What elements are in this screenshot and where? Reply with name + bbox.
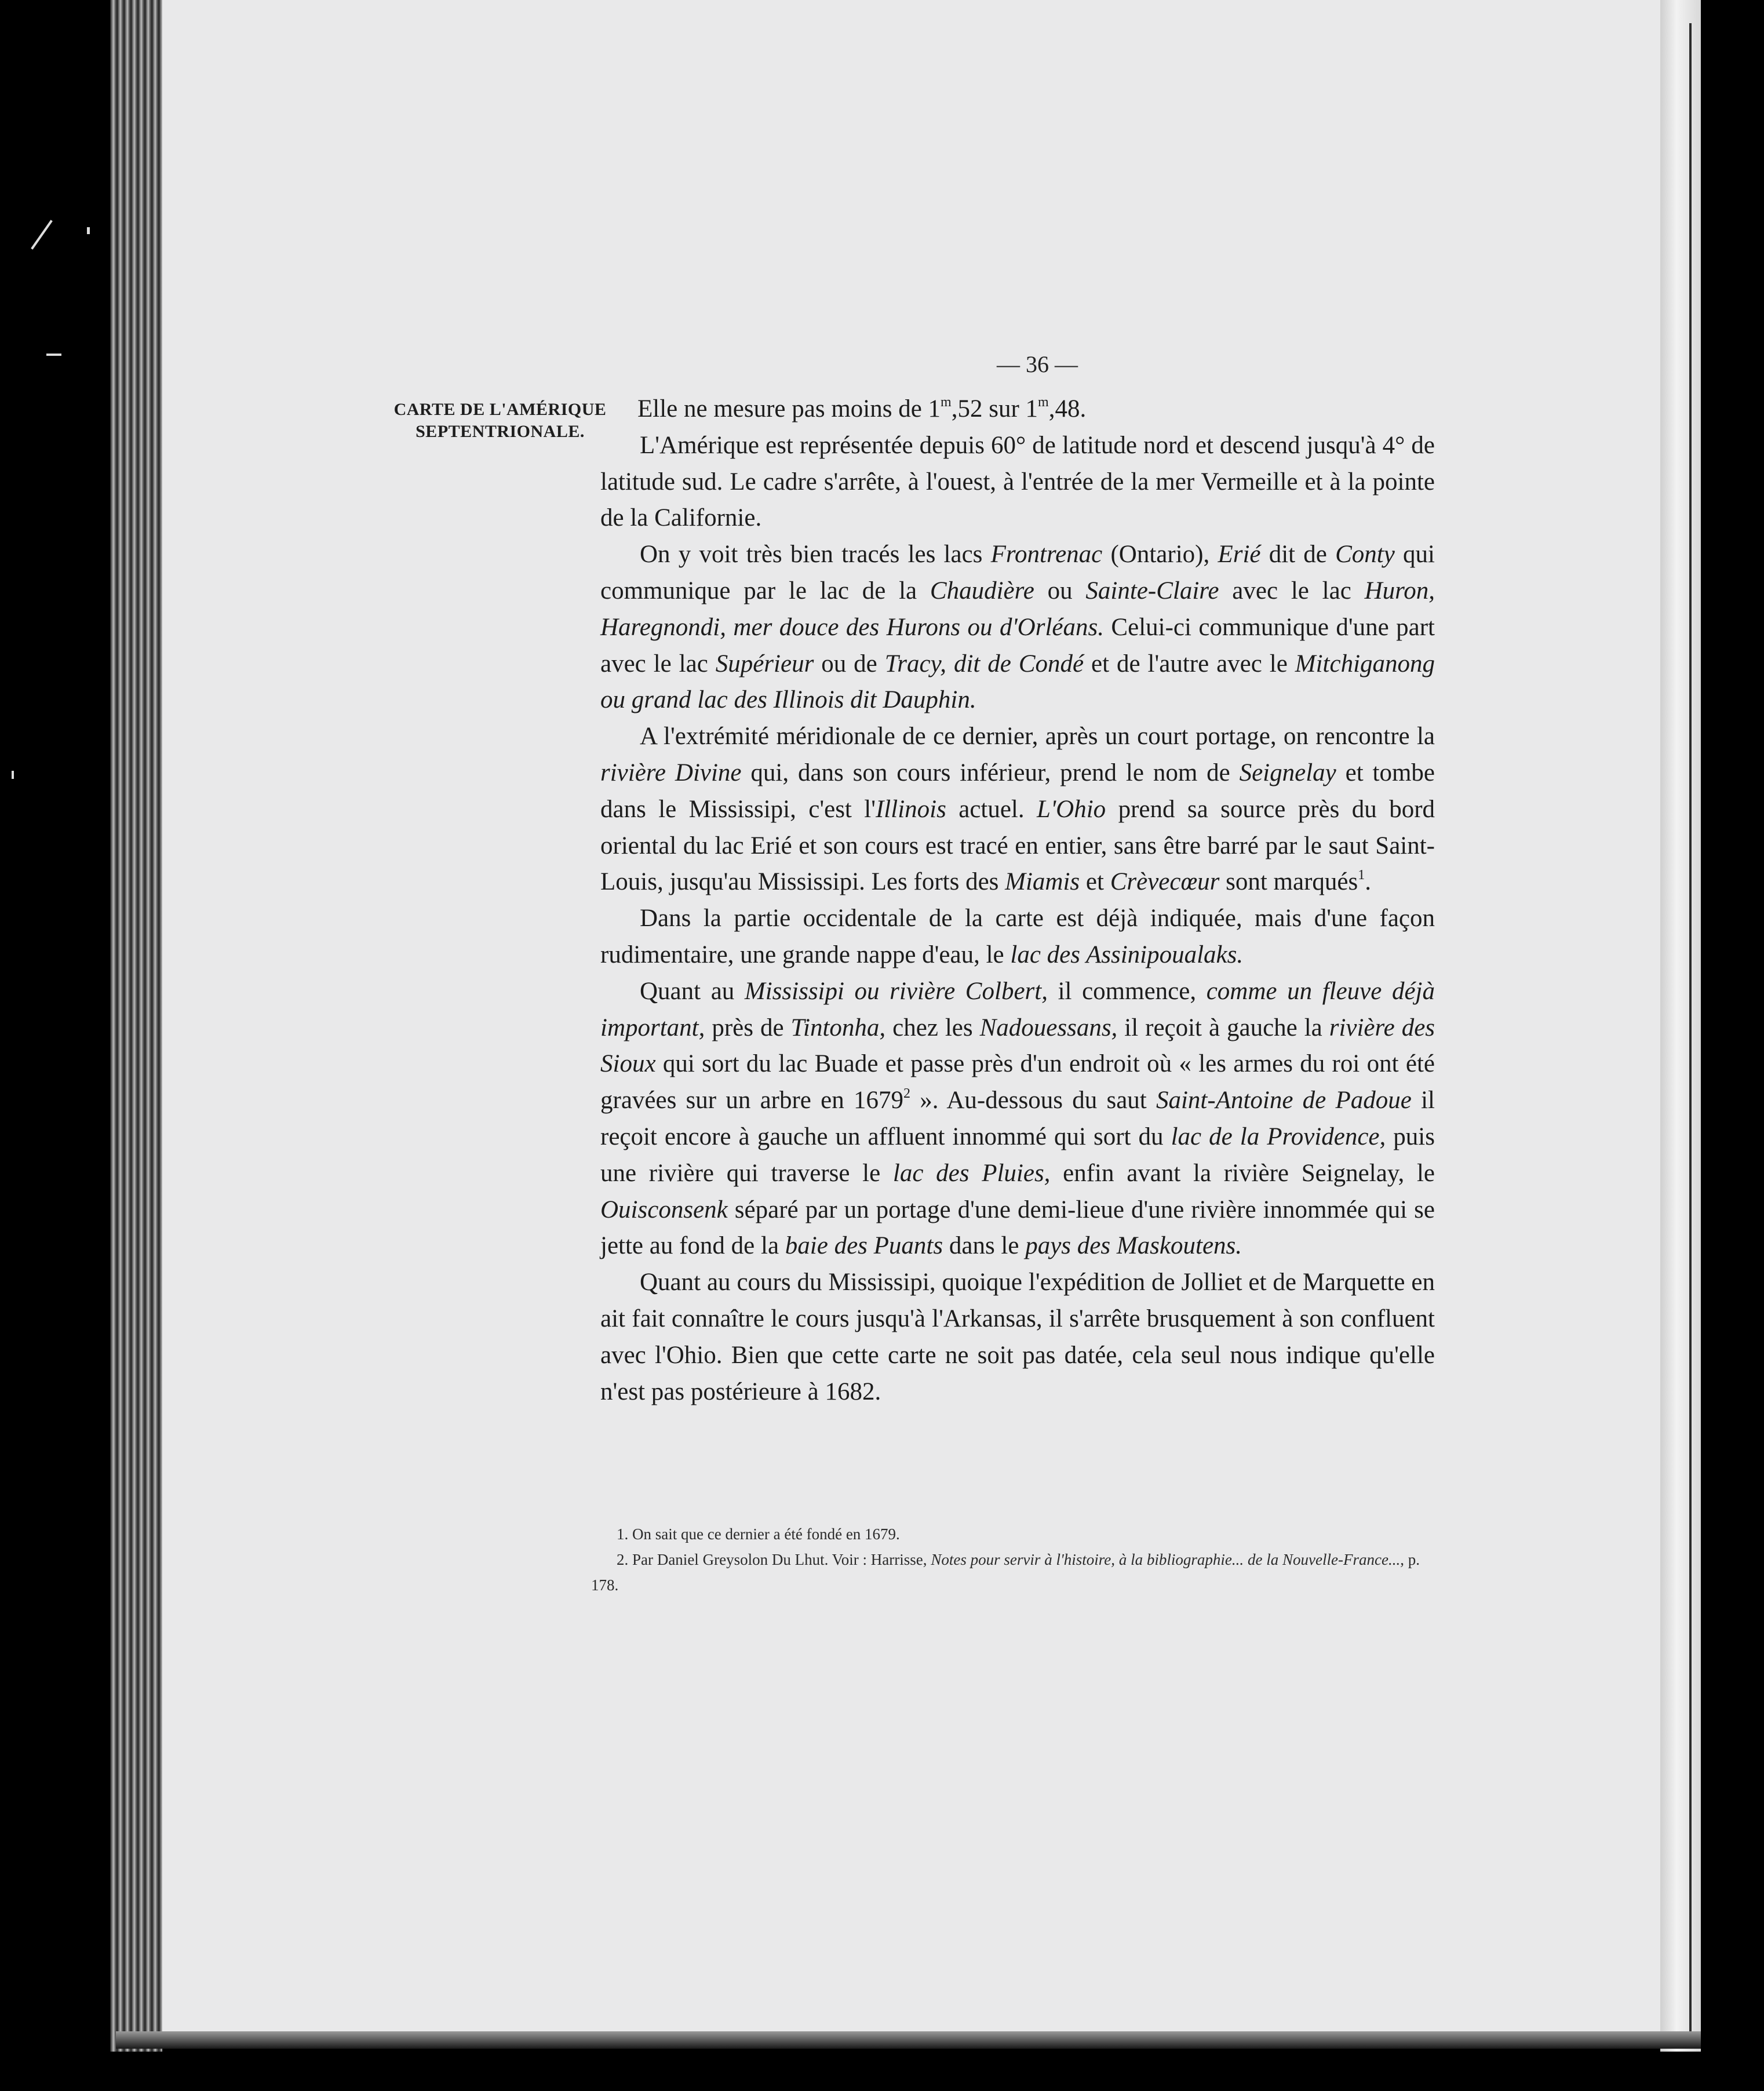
italic-text: Frontrenac [990,541,1103,569]
text-run: 2. Par Daniel Greysolon Du Lhut. Voir : Harrisse, [617,1551,931,1568]
paragraph [600,1265,1435,1410]
text-run: A l'extrémité méridionale de ce dernier, après un court portage, on rencontre la [640,723,1435,751]
text-run: et [1080,868,1110,896]
paragraph [600,537,1435,719]
text-run: il commence, [1047,977,1207,1005]
italic-text: Sainte-Claire [1085,577,1219,604]
italic-text: Seignelay [1239,759,1336,786]
page-edge-line [1689,23,1692,2034]
bottom-shadow [116,2031,1701,2049]
superscript: m [1038,395,1049,410]
italic-text: Chaudière [930,577,1034,604]
text-run: Elle ne mesure pas moins de 1 [637,395,941,422]
italic-text: Conty [1335,541,1395,569]
scan-speck [12,771,14,779]
text-run: près de [705,1014,791,1041]
italic-text: Miamis [1005,868,1080,896]
text-run: et tombe dans le Mississipi, c'est l' [600,759,1435,823]
page-edge [1660,0,1701,2052]
text-run: , p. 178. [591,1551,1420,1594]
paragraph [600,719,1435,901]
italic-text: Nadouessans, [979,1014,1118,1041]
text-run: Dans la partie occidentale de la carte est déjà indiquée, mais d'une façon rudimentaire, une grande nappe d'eau, le [600,905,1435,968]
italic-text: Tracy, dit de Condé [884,650,1084,677]
italic-text: lac de la Providence, [1171,1123,1386,1150]
italic-text: L'Ohio [1037,795,1106,823]
italic-text: comme un fleuve déjà important, [600,977,1435,1041]
text-run: séparé par un portage d'une demi-lieue d'une rivière innommée qui se jette au fond de la [600,1196,1435,1260]
text-run: sont marqués [1219,868,1358,896]
italic-text: Illinois [875,795,946,823]
text-run: il reçoit à gauche la [1117,1014,1329,1041]
italic-text: Ouisconsenk [600,1196,728,1223]
margin-heading-line-1: CARTE DE L'AMÉRIQUE [393,400,607,419]
text-run: On y voit très bien tracés les lacs [640,541,991,569]
text-run: Quant au [640,977,745,1005]
italic-text: Huron, Haregnondi, mer douce des Hurons ou d'Orléans. [600,577,1435,641]
text-run: Quant au cours du Mississipi, quoique l'expédition de Jolliet et de Marquette en ait fait connaître le cours jusqu'à l'Arkansas, il s'arrête brusquement à son confluent avec l'Ohio. Bien que cette carte ne soit pas datée, cela seul nous indique qu'elle n'est pas postérieure à 1682. [600,1269,1435,1405]
italic-text: pays des Maskoutens. [1025,1232,1242,1260]
text-run: 1. On sait que ce dernier a été fondé en 1679. [617,1525,900,1543]
italic-text: Mississipi ou rivière Colbert, [744,977,1048,1005]
superscript: 1 [1358,868,1365,883]
superscript: m [941,395,952,410]
text-run: L'Amérique est représentée depuis 60° de latitude nord et descend jusqu'à 4° de latitude sud. Le cadre s'arrête, à l'ouest, à l'entrée de la mer Vermeille et à la pointe de la Californie. [600,431,1435,532]
text-run: ,52 sur 1 [951,395,1038,422]
scan-speck [46,354,61,356]
margin-heading-line-2: SEPTENTRIONALE. [416,422,585,441]
footnote [591,1547,1420,1598]
text-run: dit de [1260,541,1336,569]
text-run: ,48. [1048,395,1087,422]
text-run: Celui-ci communique d'une part avec le lac [600,613,1435,677]
text-run: qui communique par le lac de la [600,541,1435,604]
text-run: qui sort du lac Buade et passe près d'un endroit où « les armes du roi ont été gravées sur un arbre en 1679 [600,1050,1435,1114]
paragraph [600,428,1435,537]
text-run: ou [1034,577,1086,604]
italic-text: lac des Assinipoualaks. [1010,941,1244,968]
text-run: enfin avant la rivière Seignelay, le [1050,1159,1435,1187]
italic-text: Saint-Antoine de Padoue [1156,1087,1412,1114]
italic-text: lac des Pluies, [892,1159,1051,1187]
page-number: — 36 — [997,351,1078,377]
italic-text: Mitchiganong ou grand lac des Illinois dit Dauphin. [600,650,1435,714]
italic-text: Supérieur [715,650,814,677]
text-run: ou de [814,650,885,677]
body-text [600,391,1435,1410]
paragraph [600,391,1435,428]
italic-text: rivière des Sioux [600,1014,1435,1078]
margin-heading [393,399,607,443]
scan-speck [87,227,90,234]
superscript: 2 [903,1086,910,1102]
text-run: avec le lac [1219,577,1365,604]
text-run: dans le [943,1232,1026,1260]
italic-text: baie des Puants [785,1232,943,1260]
italic-text: Erié [1218,541,1261,569]
text-run: ». Au-dessous du saut [910,1087,1156,1114]
footnote [591,1521,1420,1547]
book-binding [110,0,162,2052]
text-run: qui, dans son cours inférieur, prend le nom de [741,759,1240,786]
text-run: (Ontario), [1102,541,1218,569]
text-run: et de l'autre avec le [1084,650,1295,677]
text-run: chez les [885,1014,980,1041]
text-run: . [1365,868,1371,896]
footnotes [591,1521,1420,1598]
paragraph [600,901,1435,974]
text-run: prend sa source près du bord oriental du lac Erié et son cours est tracé en entier, sans être barré par le saut Saint-Louis, jusqu'au Mississipi. Les forts des [600,795,1435,896]
italic-text: Crèvecœur [1110,868,1220,896]
text-run: il reçoit encore à gauche un affluent innommé qui sort du [600,1087,1435,1150]
italic-text: Notes pour servir à l'histoire, à la bibliographie... de la Nouvelle-France... [931,1551,1401,1568]
text-run: actuel. [946,795,1037,823]
italic-text: rivière Divine [600,759,742,786]
text-run: puis une rivière qui traverse le [600,1123,1435,1187]
paragraph [600,974,1435,1265]
italic-text: Tintonha, [790,1014,886,1041]
